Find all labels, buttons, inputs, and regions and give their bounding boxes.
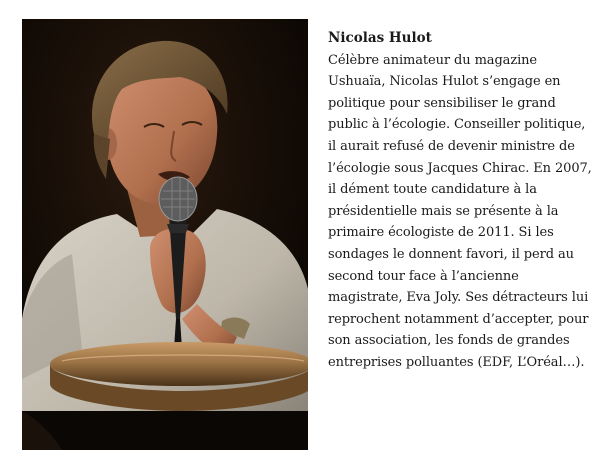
person-bio: Célèbre animateur du magazine Ushuaïa, Nicolas Hulot s’engage en politique pour sensibiliser le grand public à l’écologie. Conseiller politique, il aurait refusé de devenir ministre de l’écologie sous Jacques Chirac. En 2007, il dément toute candidature à la présidentielle mais se présente à la primaire écologiste de 2011. Si les sondages le donnent favori, il perd au second tour face à l’ancienne magistrate, Eva Joly. Ses détracteurs lui reprochent notamment d’accepter, pour son association, les fonds de grandes entreprises polluantes (EDF, L’Oréal…). [328, 52, 592, 370]
person-name: Nicolas Hulot [328, 30, 432, 46]
portrait-photo [22, 19, 308, 450]
bio-caption [328, 28, 592, 374]
